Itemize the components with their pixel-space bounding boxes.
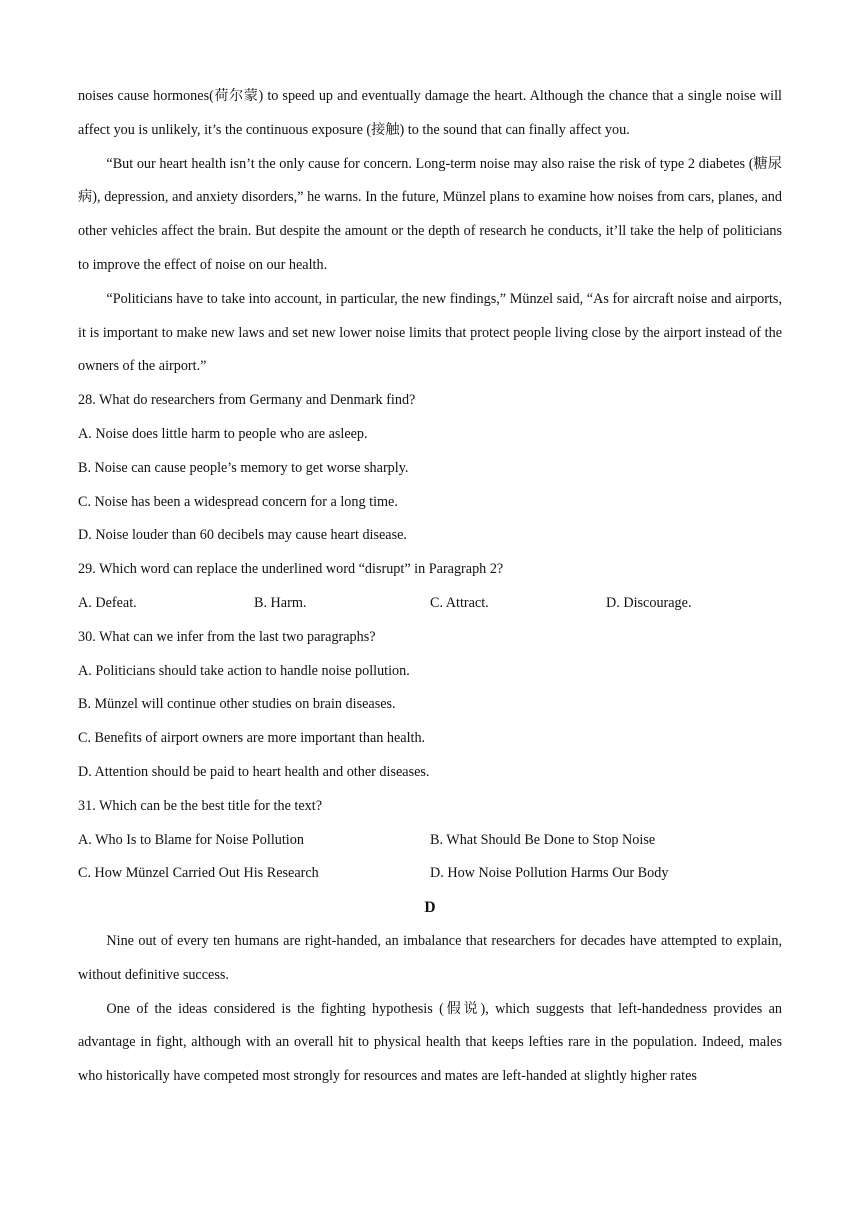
question-29-stem: 29. Which word can replace the underlined word “disrupt” in Paragraph 2? <box>78 561 504 578</box>
question-31-options-row-2 <box>78 857 782 891</box>
question-28-option-d: D. Noise louder than 60 decibels may cause heart disease. <box>78 527 407 544</box>
passage-c-paragraph-2: “But our heart health isn’t the only cause for concern. Long-term noise may also raise the risk of type 2 diabetes (糖尿病), depression, and anxiety disorders,” he warns. In the future, Münzel plans to examine how noises from cars, planes, and other vehicles affect the brain. But despite the amount or the depth of research he conducts, it’ll take the help of politicians to improve the effect of noise on our health. <box>78 155 782 273</box>
question-29-option-d: D. Discourage. <box>606 594 692 611</box>
question-29-option-c: C. Attract. <box>430 594 489 611</box>
question-29-option-a: A. Defeat. <box>78 594 137 611</box>
question-31-stem: 31. Which can be the best title for the text? <box>78 797 322 814</box>
document-page <box>78 80 782 1094</box>
passage-d-heading: D <box>424 899 436 917</box>
question-30-option-d: D. Attention should be paid to heart health and other diseases. <box>78 763 430 780</box>
question-31-option-a: A. Who Is to Blame for Noise Pollution <box>78 831 304 848</box>
question-31-options-row-1 <box>78 824 782 858</box>
question-31-option-d: D. How Noise Pollution Harms Our Body <box>430 865 669 882</box>
passage-c-paragraph-3: “Politicians have to take into account, in particular, the new findings,” Münzel said, “As for aircraft noise and airports, it is important to make new laws and set new lower noise limits that protect people living close by the airport instead of the owners of the airport.” <box>78 290 782 375</box>
question-30-option-b: B. Münzel will continue other studies on brain diseases. <box>78 696 396 713</box>
question-29-option-b: B. Harm. <box>254 594 307 611</box>
passage-d-paragraph-2: One of the ideas considered is the fighting hypothesis (假说), which suggests that left-handedness provides an advantage in fight, although with an overall hit to physical health that keeps lefties rare in the population. Indeed, males who historically have competed most strongly for resources and mates are left-handed at slightly higher rates <box>78 1000 782 1085</box>
question-30-option-c: C. Benefits of airport owners are more important than health. <box>78 730 426 747</box>
question-31-option-b: B. What Should Be Done to Stop Noise <box>430 831 656 848</box>
passage-d-paragraph-1: Nine out of every ten humans are right-handed, an imbalance that researchers for decades have attempted to explain, without definitive success. <box>78 932 782 983</box>
question-28-option-a: A. Noise does little harm to people who are asleep. <box>78 425 368 442</box>
question-28-stem: 28. What do researchers from Germany and Denmark find? <box>78 392 416 409</box>
question-28-option-b: B. Noise can cause people’s memory to get worse sharply. <box>78 459 409 476</box>
passage-c-paragraph-1: noises cause hormones(荷尔蒙) to speed up and eventually damage the heart. Although the chance that a single noise will affect you is unlikely, it’s the continuous exposure (接触) to the sound that can finally affect you. <box>78 88 782 138</box>
question-30-stem: 30. What can we infer from the last two paragraphs? <box>78 628 376 645</box>
question-30-option-a: A. Politicians should take action to handle noise pollution. <box>78 662 410 679</box>
question-31-option-c: C. How Münzel Carried Out His Research <box>78 865 319 882</box>
question-28-option-c: C. Noise has been a widespread concern for a long time. <box>78 493 398 510</box>
question-29-options <box>78 587 782 621</box>
